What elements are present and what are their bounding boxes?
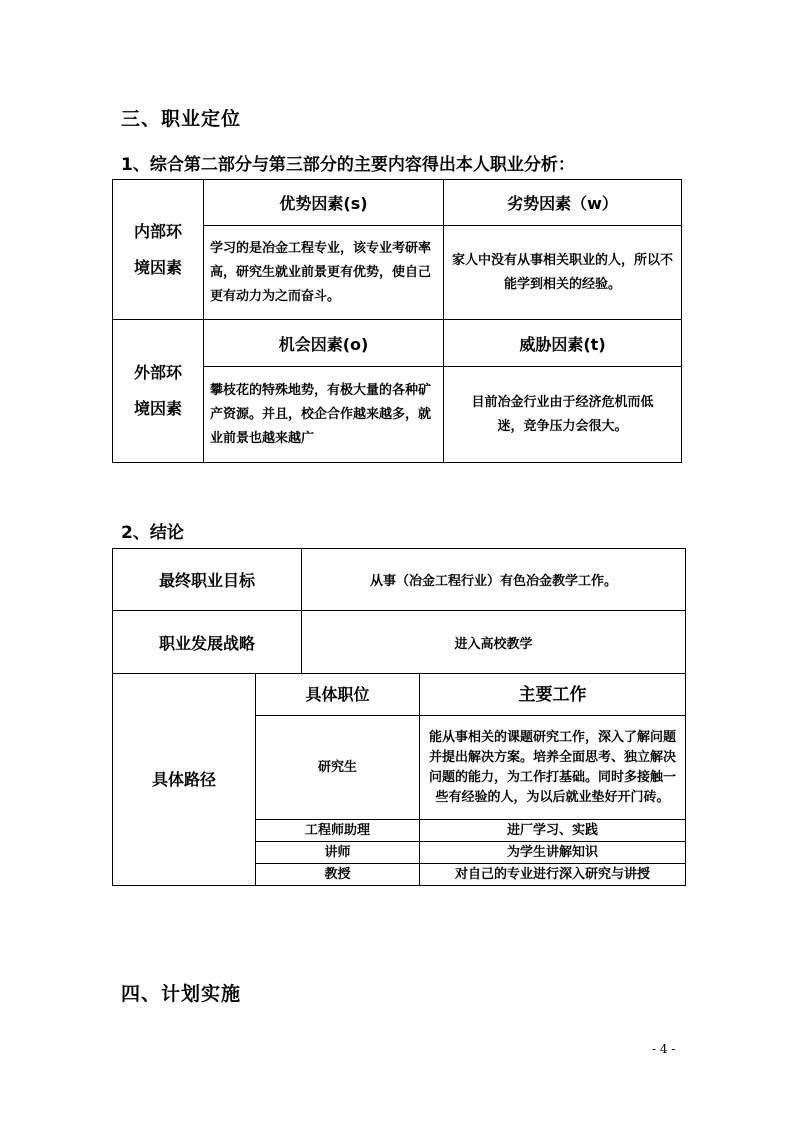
swot-table — [112, 179, 682, 463]
weaknesses-text: 家人中没有从事相关职业的人，所以不能学到相关的经验。 — [444, 226, 682, 320]
work-header: 主要工作 — [420, 674, 686, 716]
subsection-1-title: 1、综合第二部分与第三部分的主要内容得出本人职业分析： — [121, 155, 575, 175]
position-cell: 教授 — [256, 864, 420, 886]
subsection-2-title: 2、结论 — [121, 523, 184, 543]
position-header: 具体职位 — [256, 674, 420, 716]
page-number: - 4 - — [652, 1042, 676, 1056]
work-cell: 能从事相关的课题研究工作，深入了解问题并提出解决方案。培养全面思考、独立解决问题的能力，为工作打基础。同时多接触一些有经验的人，为以后就业垫好开门砖。 — [420, 716, 686, 820]
position-cell: 讲师 — [256, 842, 420, 864]
strategy-label: 职业发展战略 — [113, 611, 302, 674]
work-cell: 进厂学习、实践 — [420, 820, 686, 842]
threats-header: 威胁因素(t) — [444, 320, 682, 367]
work-cell: 对自己的专业进行深入研究与讲授 — [420, 864, 686, 886]
weaknesses-header: 劣势因素（w） — [444, 180, 682, 226]
threats-text: 目前冶金行业由于经济危机而低迷，竞争压力会很大。 — [444, 367, 682, 463]
external-factors-label: 外部环境因素 — [113, 320, 204, 463]
goal-value: 从事（冶金工程行业）有色冶金教学工作。 — [302, 549, 686, 611]
path-label: 具体路径 — [113, 674, 256, 886]
internal-factors-label: 内部环境因素 — [113, 180, 204, 320]
position-cell: 研究生 — [256, 716, 420, 820]
career-path-table — [112, 673, 686, 886]
work-cell: 为学生讲解知识 — [420, 842, 686, 864]
conclusion-table — [112, 548, 686, 674]
opportunities-text: 攀枝花的特殊地势，有极大量的各种矿产资源。并且，校企合作越来越多，就业前景也越来越广 — [204, 367, 444, 463]
strategy-value: 进入高校教学 — [302, 611, 686, 674]
goal-label: 最终职业目标 — [113, 549, 302, 611]
strengths-text: 学习的是冶金工程专业，该专业考研率高，研究生就业前景更有优势，使自己更有动力为之而奋斗。 — [204, 226, 444, 320]
position-cell: 工程师助理 — [256, 820, 420, 842]
opportunities-header: 机会因素(o) — [204, 320, 444, 367]
strengths-header: 优势因素(s) — [204, 180, 444, 226]
section-3-title: 三、职业定位 — [121, 108, 242, 130]
section-4-title: 四、计划实施 — [121, 983, 242, 1005]
